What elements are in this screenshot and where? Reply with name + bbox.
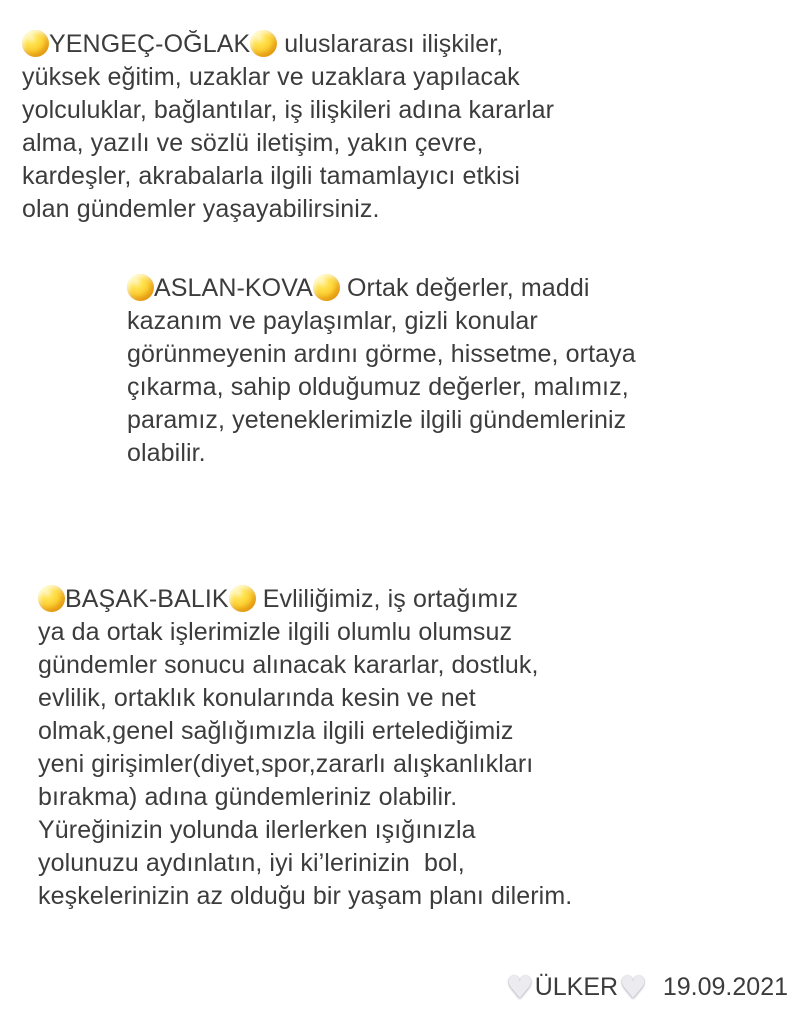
signature-name: ÜLKER <box>534 973 619 1001</box>
signature <box>505 970 788 1005</box>
white-heart-icon: ♥ <box>619 970 647 1006</box>
paragraph-heading-line <box>38 583 572 616</box>
paragraph-heading-line <box>127 272 636 305</box>
heading-line-text: Ortak değerler, maddi <box>339 274 590 302</box>
paragraph-line: Yüreğinizin yolunda ilerlerken ışığınızla <box>38 816 476 844</box>
paragraph-line: kardeşler, akrabalarla ilgili tamamlayıcı etkisi <box>22 162 521 190</box>
heading-line-text: uluslararası ilişkiler, <box>277 30 504 58</box>
signature-date: 19.09.2021 <box>662 973 788 1001</box>
paragraph-line: yeni girişimler(diyet,spor,zararlı alışkanlıkları <box>38 750 534 778</box>
zodiac-heading: ASLAN-KOVA <box>154 274 313 302</box>
paragraph-line: kazanım ve paylaşımlar, gizli konular <box>127 307 538 335</box>
paragraph-aslan-kova <box>127 272 636 470</box>
paragraph-line: keşkelerinizin az olduğu bir yaşam planı dilerim. <box>38 882 573 910</box>
yellow-ball-emoji <box>250 30 277 57</box>
yellow-ball-emoji <box>22 30 49 57</box>
zodiac-heading: BAŞAK-BALIK <box>65 585 229 613</box>
paragraph-line: olmak,genel sağlığımızla ilgili ertelediğimiz <box>38 717 514 745</box>
yellow-ball-emoji <box>127 274 154 301</box>
paragraph-line: gündemler sonucu alınacak kararlar, dostluk, <box>38 651 539 679</box>
paragraph-line: paramız, yeteneklerimizle ilgili gündemleriniz <box>127 406 627 434</box>
paragraph-yengec-oglak <box>22 28 554 226</box>
heading-line-text: Evliliğimiz, iş ortağımız <box>255 585 519 613</box>
paragraph-line: olan gündemler yaşayabilirsiniz. <box>22 195 380 223</box>
yellow-ball-emoji <box>313 274 340 301</box>
paragraph-line: ya da ortak işlerimizle ilgili olumlu olumsuz <box>38 618 513 646</box>
paragraph-line: alma, yazılı ve sözlü iletişim, yakın çevre, <box>22 129 484 157</box>
white-heart-icon: ♥ <box>505 970 534 1006</box>
yellow-ball-emoji <box>38 585 65 612</box>
paragraph-line: görünmeyenin ardını görme, hissetme, ortaya <box>127 340 636 368</box>
paragraph-line: bırakma) adına gündemleriniz olabilir. <box>38 783 458 811</box>
paragraph-line: yüksek eğitim, uzaklar ve uzaklara yapılacak <box>22 63 520 91</box>
zodiac-heading: YENGEÇ-OĞLAK <box>49 30 251 58</box>
paragraph-basak-balik <box>38 583 572 913</box>
paragraph-heading-line <box>22 28 554 61</box>
paragraph-line: çıkarma, sahip olduğumuz değerler, malımız, <box>127 373 629 401</box>
paragraph-line: evlilik, ortaklık konularında kesin ve net <box>38 684 476 712</box>
paragraph-line: olabilir. <box>127 439 206 467</box>
paragraph-line: yolunuzu aydınlatın, iyi ki’lerinizin bol, <box>38 849 465 877</box>
yellow-ball-emoji <box>229 585 256 612</box>
paragraph-line: yolculuklar, bağlantılar, iş ilişkileri adına kararlar <box>22 96 555 124</box>
